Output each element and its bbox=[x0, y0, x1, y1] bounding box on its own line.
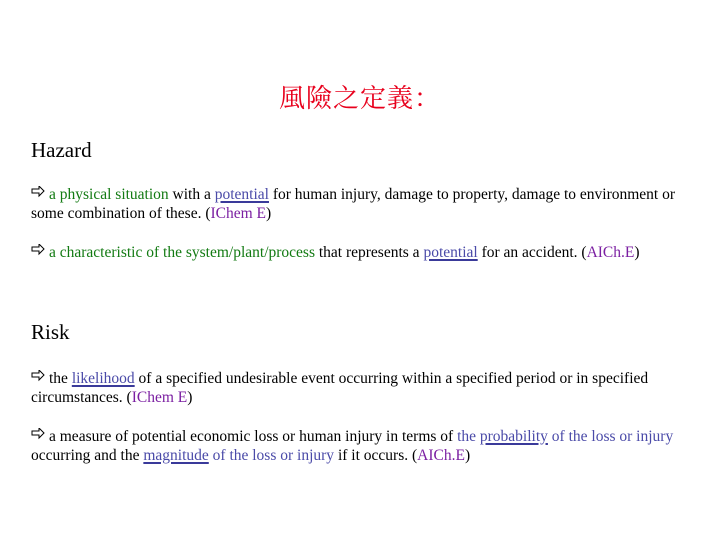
arrow-bullet-icon bbox=[31, 186, 45, 200]
hazard-definition-1: a physical situation with a potential for human injury, damage to property, damage to environment or some combination of these. (IChem E) bbox=[31, 186, 676, 222]
arrow-bullet-icon bbox=[31, 428, 45, 442]
risk-definition-2: a measure of potential economic loss or human injury in terms of the probability of the loss or injury occurring and the magnitude of the loss or injury if it occurs. (AICh.E) bbox=[31, 428, 674, 464]
hazard-heading: Hazard bbox=[31, 138, 92, 162]
arrow-bullet-icon bbox=[31, 244, 45, 258]
risk-heading: Risk bbox=[31, 320, 70, 344]
risk-definition-1: the likelihood of a specified undesirable event occurring within a specified period or in specified circumstances. (IChem E) bbox=[31, 370, 649, 406]
arrow-bullet-icon bbox=[31, 370, 45, 384]
hazard-definition-2: a characteristic of the system/plant/process that represents a potential for an accident. (AICh.E) bbox=[31, 243, 691, 262]
page-title: 風險之定義： bbox=[278, 84, 441, 114]
